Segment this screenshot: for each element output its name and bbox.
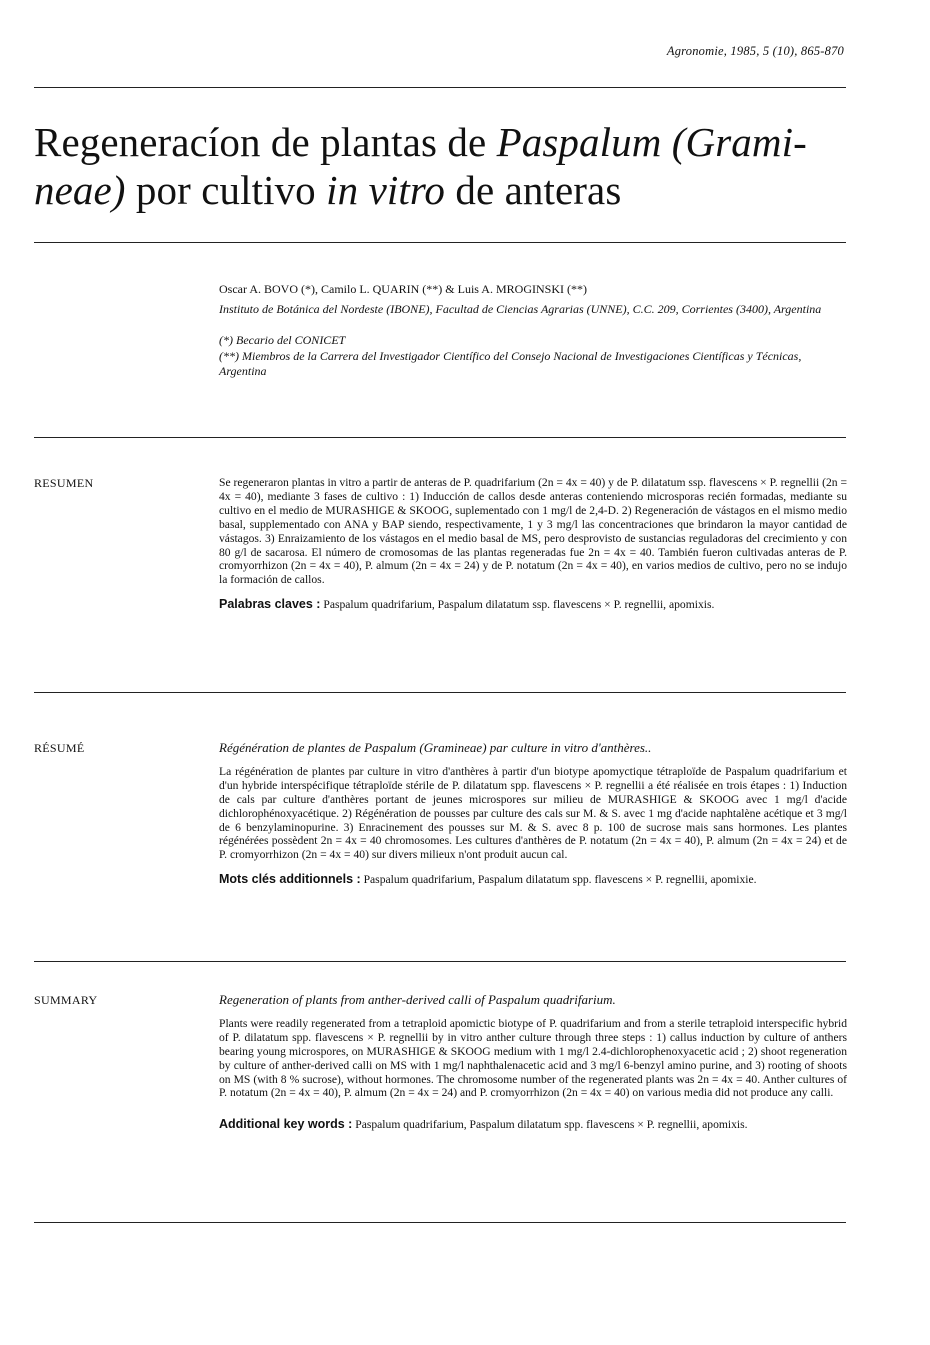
note: (*) Becario del CONICET — [219, 333, 346, 347]
summary-keywords: Additional key words : Paspalum quadrifarium, Paspalum dilatatum spp. flavescens × P. regnellii, apomixis. — [219, 1117, 748, 1132]
journal-reference: Agronomie, 1985, 5 (10), 865-870 — [666, 44, 844, 58]
divider — [34, 87, 846, 88]
resume-text: La régénération de plantes par culture in vitro d'anthères à partir d'un biotype apomyctique tétraploïde de Paspalum quadrifarium et d'un hybride interspécifique tétraploïde stérile de P. dilatatum spp. flavescens × P. regnellii a été réalisée en trois étapes : 1) Induction de cals par culture d'anthères portant de jeunes microspores sur milieu de MURASHIGE & SKOOG avec 1 mg/l d'acide dichlorophénoxyacétique. 2) Régénération de pousses par culture des cals sur M. & S. avec 1 mg d'acide naphtalène acétique et 3 mg/l de 6 benzylaminopurine. 3) Enracinement des pousses sur M. & S. avec 8 p. 100 de sucrose mais sans hormones. Les plantes régénérées possèdent 2n = 4x = 40 chromosomes. Les cultures d'anthères de P. notatum (2n = 4x = 40), P. almum (2n = 4x = 24) et de P. cromyorrhizon (2n = 4x = 40) sur divers milieux n'ont produit aucun cal. — [219, 764, 847, 862]
authors: Oscar A. BOVO (*), Camilo L. QUARIN (**) & Luis A. MROGINSKI (**) — [219, 282, 587, 296]
summary-heading: Regeneration of plants from anther-derived calli of Paspalum quadrifarium. — [219, 992, 616, 1007]
resumen-label: RESUMEN — [34, 476, 94, 490]
summary-text: Plants were readily regenerated from a tetraploid apomictic biotype of P. quadrifarium and from a sterile tetraploid interspecific hybrid of P. dilatatum spp. flavescens × P. regnellii by in vitro anther culture through three steps : 1) callus induction by culture of anthers bearing young microspores, on MURASHIGE & SKOOG medium with 1 mg/l 2.4-dichlorophenoxyacetic acid ; 2) shoot regeneration by culture of anther-derived calli on MS with 1 mg/l naphthalenacetic acid and 3 mg/l 6-benzyl amino purine, and 3) rooting of shoots on MS (with 8 % sucrose), without hormones. The chromosome number of the regenerated plants was 2n = 4x = 40. Anther cultures of P. notatum (2n = 4x = 40), P. almum (2n = 4x = 24) and P. cromyorrhizon (2n = 4x = 40) on various media did not produce any calli. — [219, 1016, 847, 1100]
affiliation: Instituto de Botánica del Nordeste (IBONE), Facultad de Ciencias Agrarias (UNNE), C.C. 209, Corrientes (3400), Argentina — [219, 301, 822, 316]
divider — [34, 437, 846, 438]
author-notes — [219, 333, 849, 380]
divider — [34, 692, 846, 693]
author-block — [219, 282, 849, 380]
divider — [34, 961, 846, 962]
resume-label: RÉSUMÉ — [34, 741, 85, 755]
note: (**) Miembros de la Carrera del Investigador Científico del Consejo Nacional de Investigaciones Científicas y Técnicas, Argentina — [219, 348, 802, 378]
resumen-keywords: Palabras claves : Paspalum quadrifarium, Paspalum dilatatum ssp. flavescens × P. regnellii, apomixis. — [219, 597, 715, 612]
resume-section — [219, 741, 847, 887]
divider — [34, 242, 846, 243]
resume-keywords: Mots clés additionnels : Paspalum quadrifarium, Paspalum dilatatum spp. flavescens × P. regnellii, apomixie. — [219, 872, 757, 887]
summary-section — [219, 993, 847, 1132]
paper-title: Regeneracíon de plantas de Paspalum (Grami-neae) por cultivo in vitro de anteras — [34, 119, 807, 213]
divider — [34, 1222, 846, 1223]
summary-label: SUMMARY — [34, 993, 98, 1007]
resumen-text: Se regeneraron plantas in vitro a partir de anteras de P. quadrifarium (2n = 4x = 40) y de P. dilatatum ssp. flavescens × P. regnellii (2n = 4x = 40), mediante 3 fases de cultivo : 1) Inducción de callos desde anteras conteniendo microsporas recién formadas, mediante su cultivo en el medio de MURASHIGE & SKOOG, suplementado con 1 mg/l de 2,4-D. 2) Regeneración de vástagos en el mismo medio basal, supplementado con ANA y BAP siendo, respectivamente, 1 y 3 mg/l las concentraciones que brindaron la mayor cantidad de vástagos. 3) Enraizamiento de los vástagos en el medio basal de MS, pero desprovisto de sustancias reguladoras del crecimiento y con 80 g/l de sacarosa. El número de cromosomas de las plantas regeneradas fue 2n = 4x = 40. También fueron cultivadas anteras de P. cromyorrhizon (2n = 4x = 40), P. almum (2n = 4x = 24) y de P. notatum (2n = 4x = 40), en varios medios de cultivo, pero no se indujo la formación de callos. — [219, 476, 847, 587]
resume-heading: Régénération de plantes de Paspalum (Gramineae) par culture in vitro d'anthères.. — [219, 740, 652, 755]
resumen-section — [219, 476, 847, 612]
